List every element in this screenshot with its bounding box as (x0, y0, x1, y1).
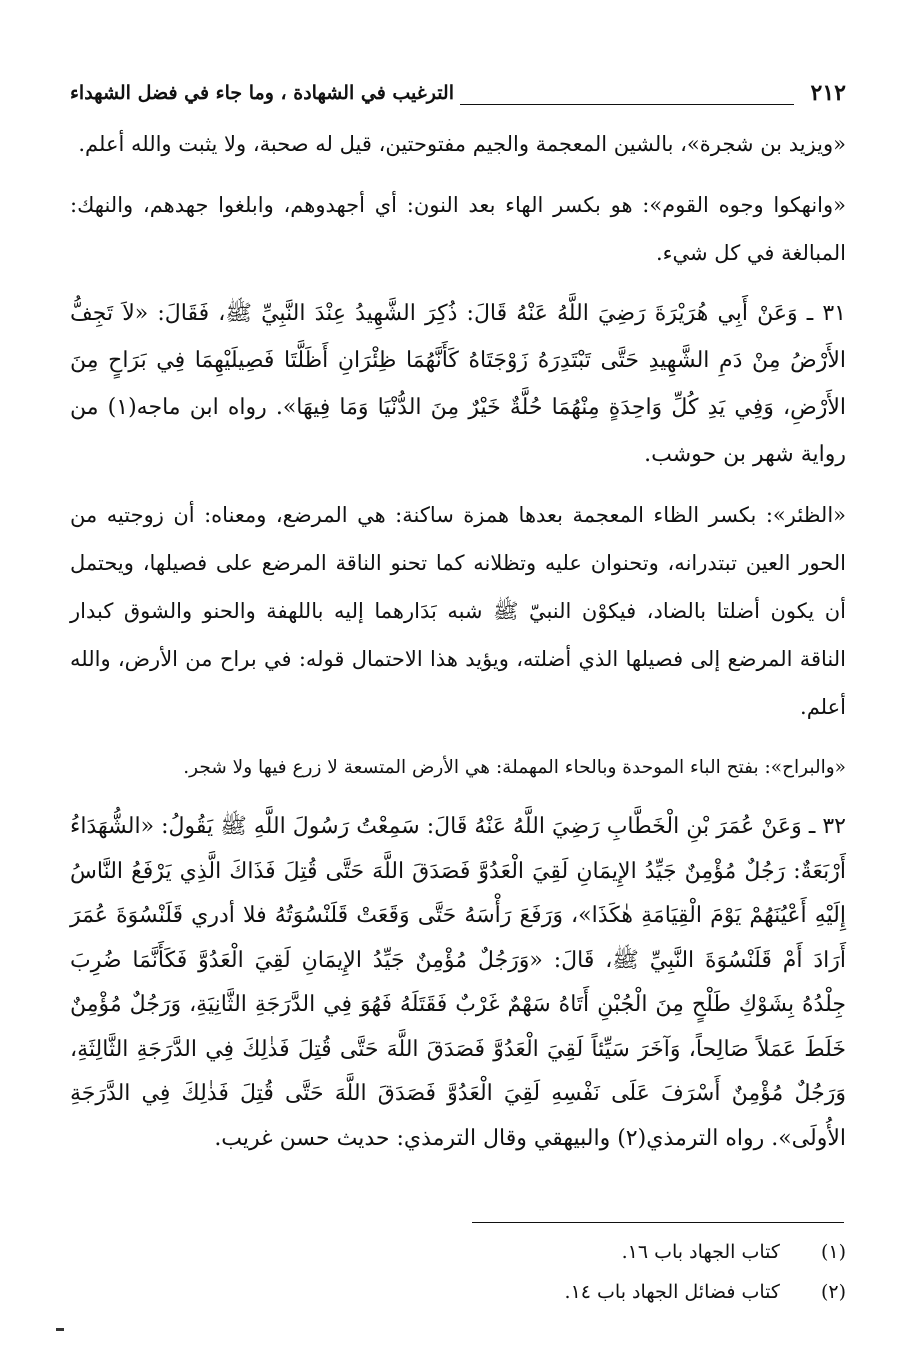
footnotes (70, 1232, 846, 1312)
running-title: الترغيب في الشهادة ، وما جاء في فضل الشهداء (70, 82, 454, 104)
hadith-32: ٣٢ ـ وَعَنْ عُمَرَ بْنِ الْخَطَّابِ رَضِيَ اللَّهُ عَنْهُ قَالَ: سَمِعْتُ رَسُولَ اللَّهِ ﷺ يَقُولُ: «الشُّهَدَاءُ أَرْبَعَةٌ: رَجُلٌ مُؤْمِنٌ جَيِّدُ الإِيمَانِ لَقِيَ الْعَدُوَّ فَصَدَقَ اللَّهَ حَتَّى قُتِلَ فَذَاكَ الَّذِي يَرْفَعُ النَّاسُ إِلَيْهِ أَعْيُنَهُمْ يَوْمَ الْقِيَامَةِ هٰكَذَا»، وَرَفَعَ رَأْسَهُ حَتَّى وَقَعَتْ قَلَنْسُوَتُهُ فلا أدري قَلَنْسُوَةَ عُمَرَ أَرَادَ أَمْ قَلَنْسُوَةَ النَّبِيِّ ﷺ، قَالَ: «وَرَجُلٌ مُؤْمِنٌ جَيِّدُ الإِيمَانِ لَقِيَ الْعَدُوَّ فَكَأَنَّمَا ضُرِبَ جِلْدُهُ بِشَوْكِ طَلْحٍ مِنَ الْجُبْنِ أَتَاهُ سَهْمٌ غَرْبٌ فَقَتَلَهُ فَهُوَ فِي الدَّرَجَةِ الثَّانِيَةِ، وَرَجُلٌ مُؤْمِنٌ خَلَطَ عَمَلاً صَالِحاً، وَآخَرَ سَيِّئاً لَقِيَ الْعَدُوَّ فَصَدَقَ اللَّهَ حَتَّى قُتِلَ فَذٰلِكَ فِي الدَّرَجَةِ الثَّالِثَةِ، وَرَجُلٌ مُؤْمِنٌ أَسْرَفَ عَلَى نَفْسِهِ لَقِيَ الْعَدُوَّ فَصَدَقَ اللَّهَ حَتَّى قُتِلَ فَذٰلِكَ فِي الدَّرَجَةِ الأُولَى». رواه الترمذي(٢) والبيهقي وقال الترمذي: حديث حسن غريب. (70, 814, 846, 1151)
note-barah: «والبراح»: بفتح الباء الموحدة وبالحاء المهملة: هي الأرض المتسعة لا زرع فيها ولا شجر. (183, 757, 846, 778)
page-header (70, 78, 846, 112)
footnote-1-text: كتاب الجهاد باب ١٦. (621, 1241, 780, 1263)
footnote-1 (70, 1232, 846, 1272)
footnote-separator (472, 1222, 844, 1223)
hadith-31: ٣١ ـ وَعَنْ أَبِي هُرَيْرَةَ رَضِيَ اللَّهُ عَنْهُ قَالَ: ذُكِرَ الشَّهِيدُ عِنْدَ النَّبِيِّ ﷺ، فَقَالَ: «لاَ تَجِفُّ الأَرْضُ مِنْ دَمِ الشَّهِيدِ حَتَّى تَبْتَدِرَهُ زَوْجَتَاهُ كَأَنَّهُمَا ظِئْرَانِ أَظَلَّتَا فَصِيلَيْهِمَا فِي بَرَاحٍ مِنَ الأَرْضِ، وَفِي يَدِ كُلِّ وَاحِدَةٍ مِنْهُمَا حُلَّةٌ خَيْرٌ مِنَ الدُّنْيَا وَمَا فِيهَا». رواه ابن ماجه(١) من رواية شهر بن حوشب. (70, 301, 846, 467)
page-number: ٢١٢ (810, 80, 846, 106)
page-corner-mark (56, 1328, 64, 1331)
note-yazid: «ويزيد بن شجرة»، بالشين المعجمة والجيم مفتوحتين، قيل له صحبة، ولا يثبت والله أعلم. (78, 132, 846, 156)
footnote-1-number: (١) (820, 1241, 846, 1263)
header-rule (460, 104, 794, 105)
note-zi2r: «الظئر»: بكسر الظاء المعجمة بعدها همزة ساكنة: هي المرضع، ومعناه: أن زوجتيه من الحور العين تبتدرانه، وتحنوان عليه وتظلانه كما تحنو الناقة المرضع على فصيلها، ويحتمل أن يكون أضلتا بالضاد، فيكوْن النبيّ ﷺ شبه بَدَارهما إليه باللهفة والحنو والشوق كبدار الناقة المرضع إلى فصيلها الذي أضلته، ويؤيد هذا الاحتمال قوله: في براح من الأرض، والله أعلم. (70, 503, 846, 719)
footnote-2-number: (٢) (820, 1281, 846, 1303)
page-body (70, 120, 846, 1174)
note-inhakuu: «وانهكوا وجوه القوم»: هو بكسر الهاء بعد النون: أي أجهدوهم، وابلغوا جهدهم، والنهك: المبالغة في كل شيء. (70, 193, 846, 265)
footnote-2 (70, 1272, 846, 1312)
footnote-2-text: كتاب فضائل الجهاد باب ١٤. (564, 1281, 780, 1303)
